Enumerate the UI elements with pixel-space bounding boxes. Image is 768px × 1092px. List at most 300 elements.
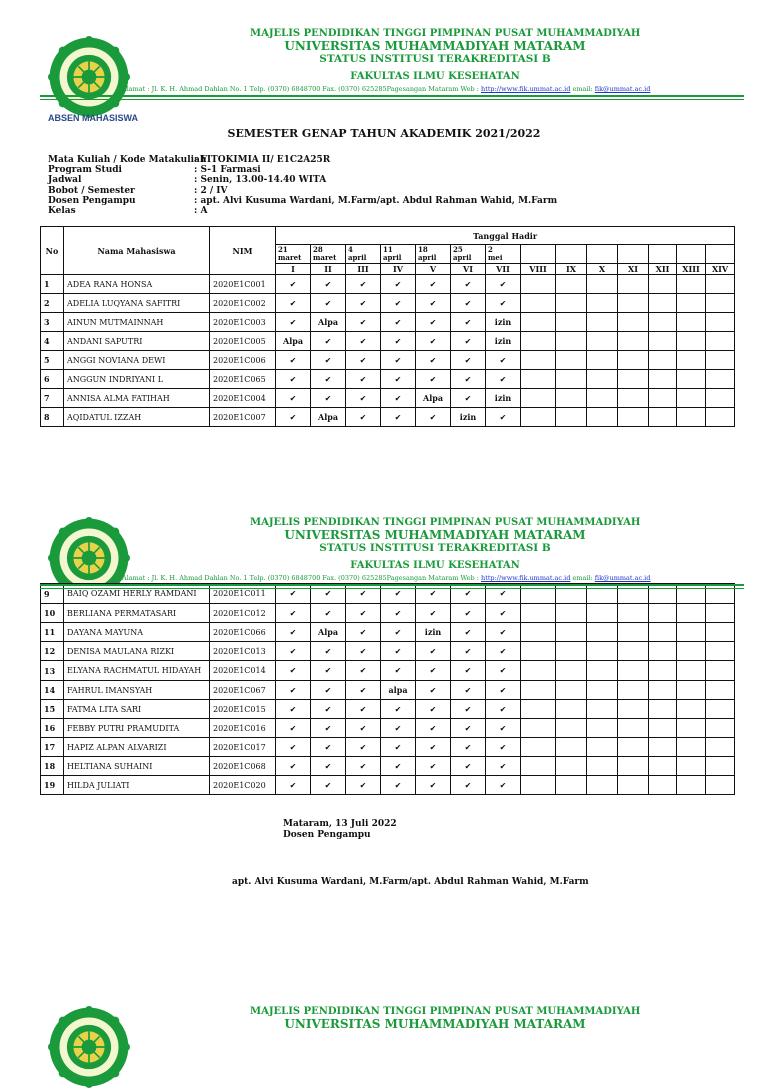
letterhead-line-1: MAJELIS PENDIDIKAN TINGGI PIMPINAN PUSAT MUHAMMADIYAH (250, 517, 641, 528)
attendance-cell: ✔ (311, 661, 346, 681)
attendance-cell: ✔ (381, 584, 416, 604)
row-number: 16 (41, 719, 64, 738)
attendance-cell: ✔ (311, 332, 346, 351)
student-name: FATMA LITA SARI (64, 700, 210, 719)
attendance-cell: ✔ (346, 584, 381, 604)
attendance-cell: izin (451, 408, 486, 427)
date-month: april (453, 253, 472, 262)
meeting-number: XII (649, 264, 677, 275)
attendance-cell: ✔ (416, 275, 451, 294)
student-nim: 2020E1C014 (210, 661, 276, 681)
attendance-cell (521, 757, 556, 776)
date-month: maret (313, 253, 337, 262)
attendance-cell: ✔ (346, 719, 381, 738)
attendance-cell: ✔ (276, 700, 311, 719)
attendance-cell: ✔ (451, 604, 486, 623)
attendance-cell: ✔ (381, 661, 416, 681)
attendance-cell: ✔ (276, 370, 311, 389)
student-nim: 2020E1C066 (210, 623, 276, 642)
attendance-cell (556, 332, 587, 351)
date-header (381, 245, 416, 264)
attendance-cell (556, 389, 587, 408)
student-name: ADELIA LUQYANA SAFITRI (64, 294, 210, 313)
attendance-cell (706, 738, 735, 757)
attendance-cell: ✔ (311, 719, 346, 738)
attendance-cell (677, 408, 706, 427)
attendance-cell: ✔ (276, 738, 311, 757)
attendance-cell (618, 332, 649, 351)
attendance-cell: ✔ (451, 623, 486, 642)
col-name: Nama Mahasiswa (64, 227, 210, 275)
attendance-cell (618, 408, 649, 427)
attendance-cell (706, 681, 735, 700)
letterhead-university: UNIVERSITAS MUHAMMADIYAH MATARAM (284, 528, 586, 542)
attendance-cell (556, 623, 587, 642)
attendance-cell: ✔ (416, 370, 451, 389)
attendance-cell: ✔ (346, 776, 381, 795)
attendance-cell (521, 642, 556, 661)
attendance-cell (649, 584, 677, 604)
student-name: ANGGI NOVIANA DEWI (64, 351, 210, 370)
attendance-cell: ✔ (346, 408, 381, 427)
attendance-cell: ✔ (381, 776, 416, 795)
attendance-cell (556, 294, 587, 313)
attendance-cell: ✔ (276, 642, 311, 661)
attendance-cell (556, 370, 587, 389)
attendance-cell (521, 389, 556, 408)
attendance-cell (706, 642, 735, 661)
attendance-cell (521, 738, 556, 757)
attendance-cell: ✔ (311, 681, 346, 700)
attendance-cell: ✔ (346, 604, 381, 623)
attendance-cell (677, 370, 706, 389)
attendance-cell (677, 681, 706, 700)
attendance-cell (618, 313, 649, 332)
attendance-cell (706, 757, 735, 776)
attendance-cell: ✔ (451, 275, 486, 294)
attendance-cell: ✔ (416, 332, 451, 351)
attendance-cell (706, 351, 735, 370)
date-header (346, 245, 381, 264)
attendance-cell (618, 584, 649, 604)
attendance-cell (556, 776, 587, 795)
attendance-cell (649, 719, 677, 738)
date-header (706, 245, 735, 264)
attendance-cell (587, 681, 618, 700)
attendance-cell: ✔ (451, 389, 486, 408)
info-value: : A (194, 205, 208, 216)
date-month: maret (278, 253, 302, 262)
row-number: 11 (41, 623, 64, 642)
attendance-cell (649, 275, 677, 294)
info-key: Kelas (48, 205, 76, 216)
address-text: Alamat : Jl. K. H. Ahmad Dahlan No. 1 Telp. (0370) 6848700 Fax. (0370) 625285Pagesangan Mataram Web : (122, 85, 482, 93)
attendance-cell: ✔ (451, 584, 486, 604)
attendance-cell: ✔ (276, 408, 311, 427)
table-row (41, 738, 735, 757)
attendance-cell (618, 776, 649, 795)
attendance-cell: ✔ (416, 661, 451, 681)
row-number: 1 (41, 275, 64, 294)
info-key: Bobot / Semester (48, 185, 135, 196)
date-header (521, 245, 556, 264)
attendance-cell (649, 313, 677, 332)
attendance-cell (618, 604, 649, 623)
table-row (41, 313, 735, 332)
attendance-cell: ✔ (346, 738, 381, 757)
website-link[interactable]: http://www.fik.ummat.ac.id (481, 85, 571, 93)
attendance-cell (521, 623, 556, 642)
attendance-cell (649, 642, 677, 661)
letterhead-address (122, 85, 650, 93)
attendance-cell: ✔ (381, 757, 416, 776)
row-number: 8 (41, 408, 64, 427)
row-number: 17 (41, 738, 64, 757)
student-nim: 2020E1C015 (210, 700, 276, 719)
attendance-cell (706, 661, 735, 681)
row-number: 12 (41, 642, 64, 661)
attendance-cell (556, 642, 587, 661)
table-row (41, 661, 735, 681)
attendance-cell (587, 719, 618, 738)
attendance-cell (677, 661, 706, 681)
table-row (41, 351, 735, 370)
letterhead-accreditation: STATUS INSTITUSI TERAKREDITASI B (319, 542, 551, 554)
attendance-cell (618, 623, 649, 642)
attendance-cell (556, 313, 587, 332)
attendance-cell: ✔ (451, 757, 486, 776)
university-logo (48, 36, 130, 118)
meeting-number: IV (381, 264, 416, 275)
attendance-cell: ✔ (381, 738, 416, 757)
attendance-cell (556, 351, 587, 370)
attendance-cell: ✔ (381, 332, 416, 351)
letterhead-university: UNIVERSITAS MUHAMMADIYAH MATARAM (284, 39, 586, 53)
university-logo (48, 1006, 130, 1088)
signature-place-date: Mataram, 13 Juli 2022 (283, 819, 397, 829)
table-row (41, 294, 735, 313)
student-name: ANDANI SAPUTRI (64, 332, 210, 351)
student-name: BAIQ OZAMI HERLY RAMDANI (64, 584, 210, 604)
student-nim: 2020E1C003 (210, 313, 276, 332)
row-number: 9 (41, 584, 64, 604)
info-value: : Senin, 13.00-14.40 WITA (194, 175, 327, 186)
attendance-cell (677, 642, 706, 661)
attendance-cell (587, 332, 618, 351)
attendance-cell: ✔ (416, 642, 451, 661)
attendance-cell: ✔ (451, 642, 486, 661)
attendance-cell (521, 604, 556, 623)
attendance-cell: ✔ (346, 313, 381, 332)
meeting-number: XIV (706, 264, 735, 275)
student-name: AINUN MUTMAINNAH (64, 313, 210, 332)
student-nim: 2020E1C006 (210, 351, 276, 370)
date-day: 2 (488, 245, 493, 254)
signature-names: apt. Alvi Kusuma Wardani, M.Farm/apt. Abdul Rahman Wahid, M.Farm (232, 877, 589, 887)
website-link[interactable]: http://www.fik.ummat.ac.id (481, 574, 571, 582)
attendance-cell: ✔ (346, 389, 381, 408)
letterhead-university: UNIVERSITAS MUHAMMADIYAH MATARAM (284, 1017, 586, 1031)
meeting-number: XI (618, 264, 649, 275)
attendance-cell (649, 389, 677, 408)
attendance-cell: ✔ (416, 757, 451, 776)
attendance-cell: ✔ (486, 681, 521, 700)
attendance-cell: ✔ (311, 275, 346, 294)
attendance-cell: ✔ (451, 681, 486, 700)
attendance-cell (556, 604, 587, 623)
attendance-cell (649, 757, 677, 776)
attendance-cell (706, 389, 735, 408)
date-day: 21 (278, 245, 288, 254)
attendance-cell: Alpa (311, 408, 346, 427)
student-nim: 2020E1C004 (210, 389, 276, 408)
attendance-cell: ✔ (381, 313, 416, 332)
attendance-cell (521, 370, 556, 389)
attendance-cell: ✔ (416, 738, 451, 757)
attendance-cell (521, 294, 556, 313)
attendance-cell: ✔ (381, 604, 416, 623)
table-row (41, 275, 735, 294)
student-nim: 2020E1C005 (210, 332, 276, 351)
attendance-cell: ✔ (381, 700, 416, 719)
attendance-cell: ✔ (451, 700, 486, 719)
attendance-cell: ✔ (311, 294, 346, 313)
student-nim: 2020E1C001 (210, 275, 276, 294)
attendance-cell: ✔ (381, 623, 416, 642)
attendance-cell (587, 700, 618, 719)
attendance-cell: ✔ (416, 700, 451, 719)
row-number: 4 (41, 332, 64, 351)
attendance-cell: ✔ (486, 776, 521, 795)
attendance-cell: izin (416, 623, 451, 642)
attendance-cell: Alpa (311, 313, 346, 332)
email-link[interactable]: fik@ummat.ac.id (594, 574, 651, 582)
attendance-cell (706, 313, 735, 332)
attendance-cell: ✔ (486, 700, 521, 719)
attendance-cell (618, 389, 649, 408)
attendance-cell: ✔ (486, 584, 521, 604)
attendance-cell: ✔ (276, 661, 311, 681)
attendance-cell: ✔ (276, 681, 311, 700)
attendance-cell: ✔ (451, 332, 486, 351)
attendance-cell: ✔ (486, 294, 521, 313)
date-header (556, 245, 587, 264)
attendance-cell (587, 642, 618, 661)
row-number: 14 (41, 681, 64, 700)
table-row (41, 681, 735, 700)
attendance-cell: ✔ (486, 738, 521, 757)
attendance-cell (677, 294, 706, 313)
row-number: 15 (41, 700, 64, 719)
attendance-cell: ✔ (346, 700, 381, 719)
attendance-cell: ✔ (346, 275, 381, 294)
attendance-cell: Alpa (311, 623, 346, 642)
attendance-cell: ✔ (276, 719, 311, 738)
date-month: april (383, 253, 402, 262)
attendance-cell (618, 294, 649, 313)
attendance-cell (587, 408, 618, 427)
attendance-cell: ✔ (451, 738, 486, 757)
attendance-cell (556, 584, 587, 604)
col-no: No (41, 227, 64, 275)
meeting-number: VIII (521, 264, 556, 275)
attendance-cell (587, 294, 618, 313)
attendance-cell (587, 584, 618, 604)
attendance-cell: ✔ (381, 719, 416, 738)
table-row (41, 757, 735, 776)
attendance-cell: ✔ (381, 389, 416, 408)
attendance-cell: ✔ (381, 294, 416, 313)
info-key: Program Studi (48, 165, 122, 176)
row-number: 19 (41, 776, 64, 795)
attendance-cell (618, 370, 649, 389)
student-nim: 2020E1C013 (210, 642, 276, 661)
attendance-cell (706, 719, 735, 738)
attendance-cell: ✔ (381, 408, 416, 427)
attendance-cell: ✔ (451, 370, 486, 389)
table-row (41, 776, 735, 795)
student-name: FEBBY PUTRI PRAMUDITA (64, 719, 210, 738)
attendance-cell (556, 757, 587, 776)
attendance-cell: ✔ (486, 370, 521, 389)
attendance-cell (587, 351, 618, 370)
attendance-cell: Alpa (416, 389, 451, 408)
row-number: 6 (41, 370, 64, 389)
attendance-cell (649, 661, 677, 681)
attendance-cell (649, 294, 677, 313)
date-day: 28 (313, 245, 323, 254)
letterhead-rule-thin (40, 99, 744, 100)
attendance-cell: ✔ (276, 623, 311, 642)
letterhead-faculty: FAKULTAS ILMU KESEHATAN (350, 71, 520, 82)
attendance-cell (521, 313, 556, 332)
attendance-cell: ✔ (311, 351, 346, 370)
attendance-cell (677, 776, 706, 795)
attendance-cell (618, 719, 649, 738)
attendance-cell: izin (486, 332, 521, 351)
letterhead-line-1: MAJELIS PENDIDIKAN TINGGI PIMPINAN PUSAT MUHAMMADIYAH (250, 1006, 641, 1017)
attendance-cell (587, 275, 618, 294)
student-name: HELTIANA SUHAINI (64, 757, 210, 776)
attendance-cell (587, 757, 618, 776)
attendance-cell (677, 757, 706, 776)
attendance-cell (706, 332, 735, 351)
attendance-cell: ✔ (416, 351, 451, 370)
meeting-number: II (311, 264, 346, 275)
attendance-cell: ✔ (416, 584, 451, 604)
date-header (276, 245, 311, 264)
student-nim: 2020E1C007 (210, 408, 276, 427)
letterhead-rule (40, 95, 744, 97)
date-day: 11 (383, 245, 393, 254)
date-month: mei (488, 253, 503, 262)
attendance-cell (649, 351, 677, 370)
email-link[interactable]: fik@ummat.ac.id (594, 85, 651, 93)
meeting-number: I (276, 264, 311, 275)
attendance-cell (521, 275, 556, 294)
student-name: HILDA JULIATI (64, 776, 210, 795)
attendance-cell: ✔ (451, 719, 486, 738)
table-row (41, 642, 735, 661)
attendance-cell (706, 776, 735, 795)
attendance-cell: ✔ (486, 275, 521, 294)
attendance-cell: izin (486, 313, 521, 332)
attendance-cell (587, 604, 618, 623)
row-number: 10 (41, 604, 64, 623)
attendance-cell (706, 275, 735, 294)
date-header (311, 245, 346, 264)
attendance-cell (649, 370, 677, 389)
table-row (41, 389, 735, 408)
date-header (416, 245, 451, 264)
attendance-cell: ✔ (346, 351, 381, 370)
info-key: Dosen Pengampu (48, 195, 136, 206)
date-day: 25 (453, 245, 463, 254)
attendance-cell (706, 604, 735, 623)
attendance-cell (587, 738, 618, 757)
attendance-cell (649, 700, 677, 719)
student-nim: 2020E1C067 (210, 681, 276, 700)
info-value: : FITOKIMIA II/ E1C2A25R (194, 155, 331, 165)
attendance-cell (677, 332, 706, 351)
student-nim: 2020E1C011 (210, 584, 276, 604)
attendance-cell: ✔ (451, 661, 486, 681)
date-header (451, 245, 486, 264)
attendance-cell (521, 584, 556, 604)
attendance-cell: ✔ (381, 370, 416, 389)
attendance-cell (649, 332, 677, 351)
meeting-number: VI (451, 264, 486, 275)
attendance-cell: ✔ (451, 351, 486, 370)
attendance-cell: ✔ (276, 389, 311, 408)
attendance-cell (556, 681, 587, 700)
attendance-table (40, 226, 735, 427)
attendance-cell (521, 408, 556, 427)
row-number: 7 (41, 389, 64, 408)
attendance-cell (521, 681, 556, 700)
student-name: HAPIZ ALPAN ALVARIZI (64, 738, 210, 757)
attendance-cell: ✔ (346, 332, 381, 351)
attendance-cell: ✔ (416, 776, 451, 795)
attendance-cell: ✔ (311, 757, 346, 776)
col-nim: NIM (210, 227, 276, 275)
attendance-cell (521, 776, 556, 795)
student-nim: 2020E1C012 (210, 604, 276, 623)
attendance-cell (618, 738, 649, 757)
table-row (41, 604, 735, 623)
attendance-cell: ✔ (311, 700, 346, 719)
attendance-cell (706, 584, 735, 604)
student-nim: 2020E1C002 (210, 294, 276, 313)
student-name: DENISA MAULANA RIZKI (64, 642, 210, 661)
row-number: 18 (41, 757, 64, 776)
attendance-cell: ✔ (416, 719, 451, 738)
attendance-cell: ✔ (346, 661, 381, 681)
date-day: 4 (348, 245, 353, 254)
meeting-number: VII (486, 264, 521, 275)
attendance-cell (649, 604, 677, 623)
attendance-cell (706, 370, 735, 389)
date-header (649, 245, 677, 264)
attendance-cell (618, 275, 649, 294)
attendance-cell (556, 661, 587, 681)
attendance-cell (649, 623, 677, 642)
student-name: BERLIANA PERMATASARI (64, 604, 210, 623)
attendance-cell (618, 661, 649, 681)
absen-label: ABSEN MAHASISWA (48, 113, 139, 123)
attendance-cell (706, 623, 735, 642)
letterhead-rule-thin (40, 588, 744, 589)
